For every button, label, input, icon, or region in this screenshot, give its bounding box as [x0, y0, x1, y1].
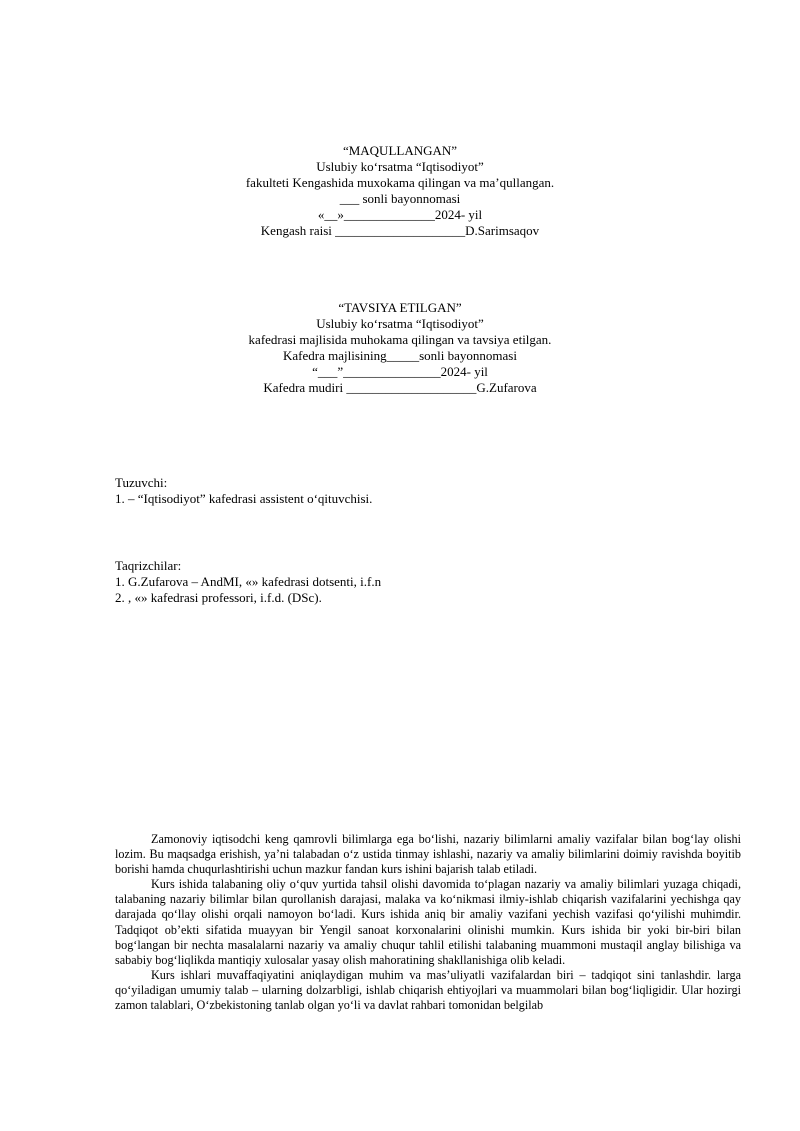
approval-line-council: fakulteti Kengashida muxokama qilingan va maʼqullangan.	[245, 175, 555, 190]
approval-line-protocol: ___ sonli bayonnomasi	[339, 191, 461, 206]
reviewer-item-2: 2. , «» kafedrasi professori, i.f.d. (DSc).	[115, 590, 322, 605]
introduction-text	[115, 832, 741, 1013]
compilers-heading: Tuzuvchi:	[115, 475, 168, 490]
approval-block	[0, 143, 800, 239]
compiler-item: 1. – “Iqtisodiyot” kafedrasi assistent oʻqituvchisi.	[115, 491, 373, 506]
reviewer-item-1: 1. G.Zufarova – AndMI, «» kafedrasi dotsenti, i.f.n	[115, 574, 382, 589]
recommendation-line-date: “___”_______________2024- yil	[312, 364, 488, 379]
approval-line-guide: Uslubiy koʻrsatma “Iqtisodiyot”	[316, 159, 484, 174]
reviewers-heading: Taqrizchilar:	[115, 558, 182, 573]
paragraph: Kurs ishida talabaning oliy oʻquv yurtida tahsil olishi davomida toʻplagan nazariy va amaliy bilimlari yuzaga chiqadi, talabaning nazariy bilimlar bilan qurollanish darajasi, malaka va koʻnikmasi ilmiy-ishlab chiqarish vazifalarini yechishga qay darajada qoʻllay olishi orqali namoyon boʻladi. Kurs ishida aniq bir amaliy vazifani yechish vazifasi qoʻyilishi muhimdir. Tadqiqot obʼekti sifatida muayyan bir Yengil sanoat korxonalarini olinishi mumkin. Kurs ishida bir yoki bir-biri bilan bogʻlangan bir nechta masalalarni nazariy va amaliy chuqur tahlil etilishi talabaning muammoni mustaqil anglay bilishiga va sababiy bogʻliqlikda mantiqiy xulosalar yasay olish mahoratining shakllanishiga olib keladi.	[115, 877, 741, 967]
recommendation-line-department: kafedrasi majlisida muhokama qilingan va tavsiya etilgan.	[248, 332, 552, 347]
recommendation-title: “TAVSIYA ETILGAN”	[338, 300, 462, 315]
recommendation-line-head: Kafedra mudiri ____________________G.Zufarova	[263, 380, 537, 395]
approval-line-chair: Kengash raisi ____________________D.Sarimsaqov	[260, 223, 540, 238]
compilers-block	[115, 475, 755, 507]
recommendation-line-protocol: Kafedra majlisining_____sonli bayonnomasi	[283, 348, 517, 363]
paragraph: Kurs ishlari muvaffaqiyatini aniqlaydigan muhim va masʼuliyatli vazifalardan biri – tadqiqot sini tanlashdir. larga qoʻyiladigan umumiy talab – ularning dolzarbligi, ishlab chiqarish ehtiyojlari va muammolari bilan bogʻliqligidir. Ular hozirgi zamon talablari, Oʻzbekistoning tanlab olgan yoʻli va davlat rahbari tomonidan belgilab	[115, 967, 741, 1013]
approval-title: “MAQULLANGAN”	[342, 143, 458, 158]
approval-line-date: «__»______________2024- yil	[317, 207, 483, 222]
recommendation-block	[0, 300, 800, 396]
paragraph: Zamonoviy iqtisodchi keng qamrovli bilimlarga ega boʻlishi, nazariy bilimlarni amaliy vazifalar bilan bogʻlay olishi lozim. Bu maqsadga erishish, yaʼni talabadan oʻz ustida tinmay ishlashi, nazariy va amaliy bilimlarini doimiy ravishda boyitib borishi hamda chuqurlashtirishi uchun mazkur fandan kurs ishini bajarish talab etiladi.	[115, 832, 741, 877]
reviewers-block	[115, 558, 755, 606]
recommendation-line-guide: Uslubiy koʻrsatma “Iqtisodiyot”	[316, 316, 484, 331]
